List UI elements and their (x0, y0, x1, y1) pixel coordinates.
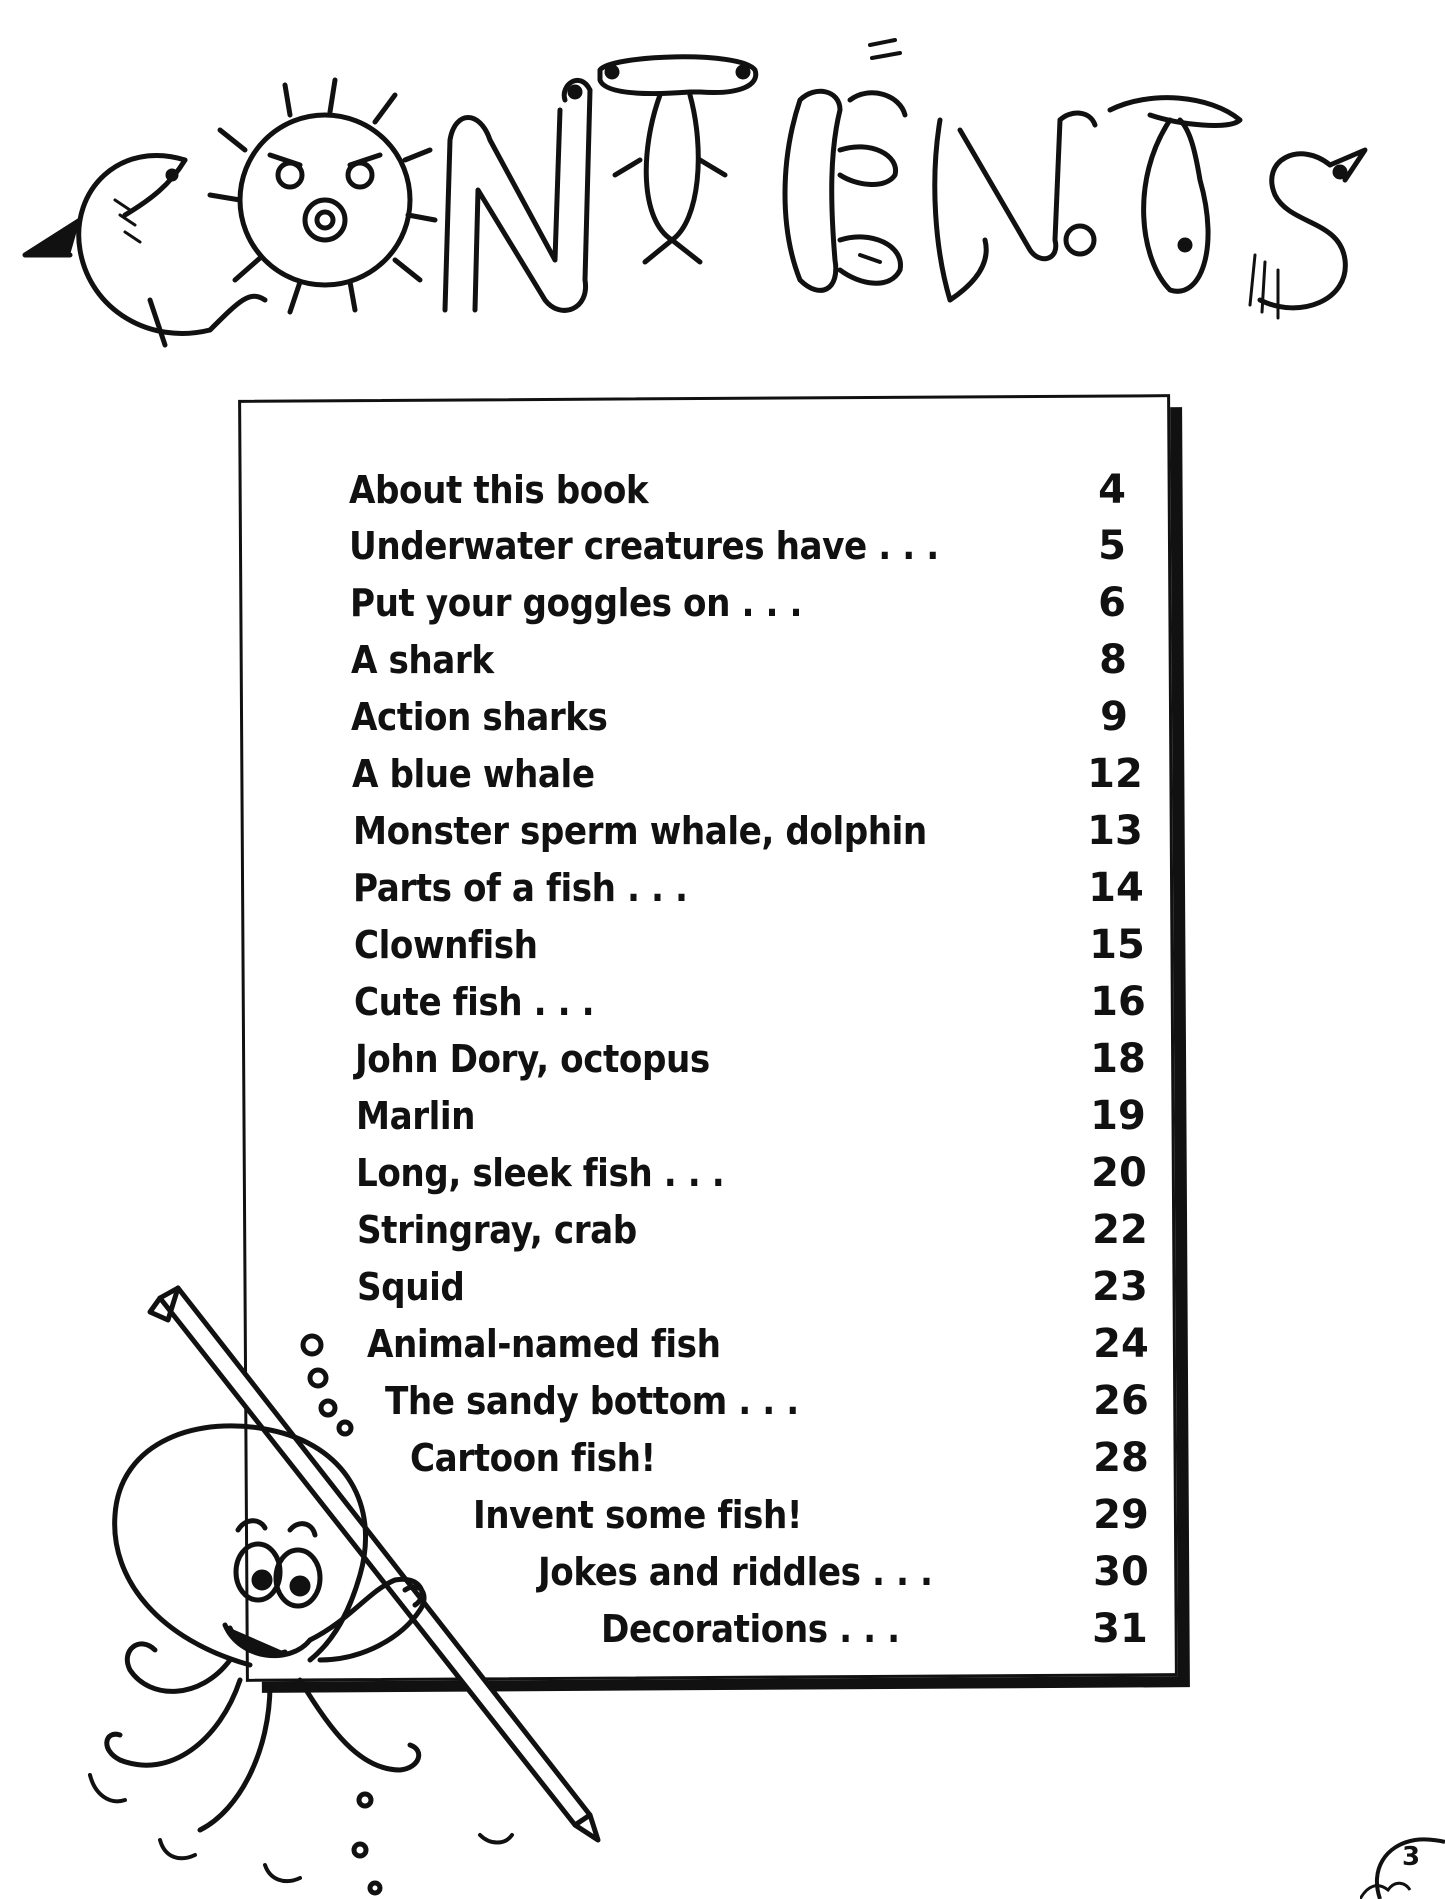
toc-entry-title: Marlin (356, 1094, 476, 1138)
shrimp-seahorse-letter-s-icon (1250, 150, 1365, 318)
toc-entry-title: Invent some fish! (473, 1493, 803, 1537)
toc-entry-title: Action sharks (351, 695, 608, 739)
toc-entry-page: 20 (1091, 1150, 1147, 1196)
eel-letter-n-icon (445, 80, 590, 310)
pufferfish-letter-o-icon (210, 80, 435, 312)
toc-entry-title: Stringray, crab (357, 1208, 637, 1252)
toc-entry-title: A blue whale (352, 752, 595, 796)
toc-entry-page: 5 (1098, 523, 1126, 569)
fish-letter-e-icon (785, 40, 905, 290)
page-number: 3 (1402, 1842, 1421, 1872)
toc-entry-page: 4 (1098, 467, 1126, 513)
toc-entry-page: 24 (1093, 1321, 1149, 1367)
toc-entry-page: 22 (1092, 1207, 1148, 1253)
toc-entry-title: Cute fish . . . (354, 980, 595, 1024)
toc-entry-title: Monster sperm whale, dolphin (353, 809, 927, 853)
octopus-with-pencil-icon (0, 1280, 640, 1899)
toc-entry-page: 19 (1090, 1093, 1146, 1139)
toc-entry-title: Cartoon fish! (410, 1436, 656, 1480)
toc-entry-page: 23 (1092, 1264, 1148, 1310)
toc-entry-page: 28 (1093, 1435, 1149, 1481)
toc-entry-page: 14 (1088, 865, 1144, 911)
toc-entry-title: Jokes and riddles . . . (538, 1550, 933, 1594)
toc-entry-title: A shark (351, 638, 494, 682)
toc-entry-page: 29 (1093, 1492, 1149, 1538)
toc-entry-title: Long, sleek fish . . . (356, 1151, 725, 1195)
toc-entry-title: About this book (349, 468, 649, 512)
toc-entry-title: Parts of a fish . . . (353, 866, 688, 910)
toc-entry-title: Animal-named fish (367, 1322, 721, 1366)
toc-entry-page: 13 (1087, 808, 1143, 854)
toc-entry-page: 6 (1098, 580, 1126, 626)
toc-entry-page: 15 (1089, 922, 1145, 968)
toc-entry-page: 12 (1087, 751, 1143, 797)
toc-entry-title: John Dory, octopus (355, 1037, 710, 1081)
toc-entry-title: The sandy bottom . . . (385, 1379, 799, 1423)
toc-entry-title: Decorations . . . (601, 1607, 900, 1651)
toc-entry-title: Clownfish (354, 923, 538, 967)
toc-entry-title: Underwater creatures have . . . (349, 524, 939, 568)
toc-entry-title: Put your goggles on . . . (350, 581, 802, 625)
toc-entry-page: 26 (1093, 1378, 1149, 1424)
hammerhead-fish-letter-t-icon (600, 57, 756, 262)
toc-entry-page: 8 (1099, 637, 1127, 683)
contents-title-art (0, 0, 1445, 380)
toc-entry-page: 9 (1100, 694, 1128, 740)
toc-entry-title: Squid (357, 1265, 465, 1309)
toc-entry-page: 18 (1090, 1036, 1146, 1082)
toc-entry-page: 30 (1093, 1549, 1149, 1595)
seahorse-letter-n-icon (935, 113, 1095, 300)
toc-entry-page: 31 (1092, 1606, 1148, 1652)
toc-entry-page: 16 (1090, 979, 1146, 1025)
shark-letter-c-icon (25, 156, 265, 345)
whale-letter-t-icon (1110, 98, 1240, 292)
